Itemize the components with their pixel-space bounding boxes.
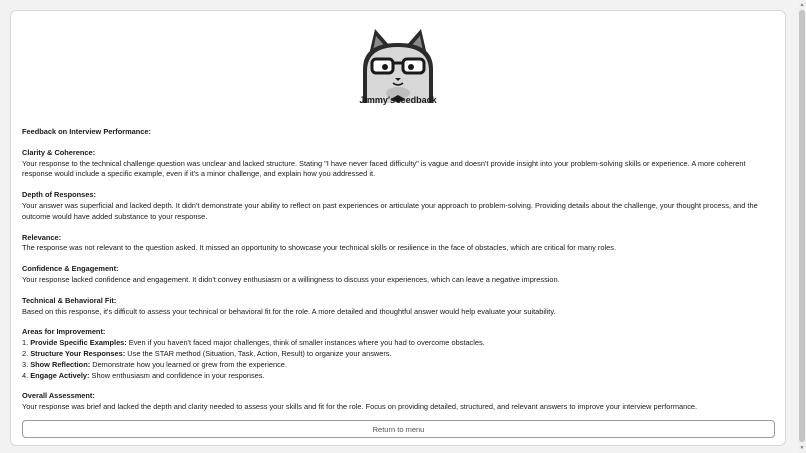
avatar-container (11, 25, 785, 103)
section-text-fit: Based on this response, it's difficult to assess your technical or behavioral fit for the role. A more detailed and thoughtful answer would help evaluate your suitability. (22, 306, 556, 316)
section-heading-fit: Technical & Behavioral Fit: (22, 295, 117, 305)
section-heading-clarity: Clarity & Coherence: (22, 147, 96, 157)
improvement-item (22, 349, 774, 360)
improvement-item (22, 338, 774, 349)
item-label: Structure Your Responses: (30, 348, 126, 358)
item-text: Show enthusiasm and confidence in your responses. (89, 370, 265, 380)
page-title: Jimmy's feedback (359, 95, 437, 105)
scroll-up-icon[interactable]: ▲ (799, 2, 805, 8)
section-text-relevance: The response was not relevant to the question asked. It missed an opportunity to showcase your technical skills or resilience in the face of obstacles, which are critical for many roles. (22, 243, 617, 253)
feedback-card (10, 10, 786, 446)
item-number: 1. (22, 338, 31, 348)
section-text-confidence: Your response lacked confidence and engagement. It didn't convey enthusiasm or a willingness to discuss your experiences, which can leave a negative impression. (22, 274, 560, 284)
improvement-item (22, 371, 774, 382)
cat-with-glasses-icon (355, 25, 441, 103)
return-to-menu-button[interactable]: Return to menu (22, 420, 775, 438)
item-text: Use the STAR method (Situation, Task, Action, Result) to organize your answers. (125, 348, 392, 358)
section-heading-confidence: Confidence & Engagement: (22, 264, 119, 274)
item-label: Engage Actively: (30, 370, 90, 380)
item-text: Demonstrate how you learned or grew from the experience. (90, 359, 287, 369)
feedback-intro: Feedback on Interview Performance: (22, 127, 151, 136)
item-number: 3. (22, 359, 31, 369)
section-text-depth: Your answer was superficial and lacked depth. It didn't demonstrate your ability to reflect on past experiences or articulate your approach to problem-solving. Providing details about the challenge, your thought process, and the outcome would have added substance to your response. (22, 200, 758, 221)
overall-text: Your response was brief and lacked the depth and clarity needed to assess your skills and fit for the role. Focus on providing detailed, structured, and relevant answers to improve your interview performance. (22, 402, 698, 412)
item-label: Show Reflection: (30, 359, 91, 369)
item-text: Even if you haven't faced major challenges, think of smaller instances where you had to overcome obstacles. (126, 338, 485, 348)
overall-heading: Overall Assessment: (22, 391, 95, 401)
scroll-down-icon[interactable]: ▼ (799, 445, 805, 451)
item-number: 4. (22, 370, 31, 380)
improvements-heading: Areas for Improvement: (22, 327, 106, 337)
section-heading-relevance: Relevance: (22, 232, 62, 242)
scroll-thumb[interactable] (799, 10, 805, 442)
scrollbar[interactable] (798, 0, 806, 453)
item-number: 2. (22, 348, 31, 358)
improvement-item (22, 360, 774, 371)
item-label: Provide Specific Examples: (30, 338, 127, 348)
section-text-clarity: Your response to the technical challenge question was unclear and lacked structure. Stating "I have never faced difficulty" is vague and doesn't provide insight into your problem-solving skills or experience. A more coherent response would include a specific example, even if it's a minor challenge, and explain how you addressed it. (22, 158, 746, 179)
feedback-content (22, 127, 774, 413)
section-heading-depth: Depth of Responses: (22, 190, 96, 200)
